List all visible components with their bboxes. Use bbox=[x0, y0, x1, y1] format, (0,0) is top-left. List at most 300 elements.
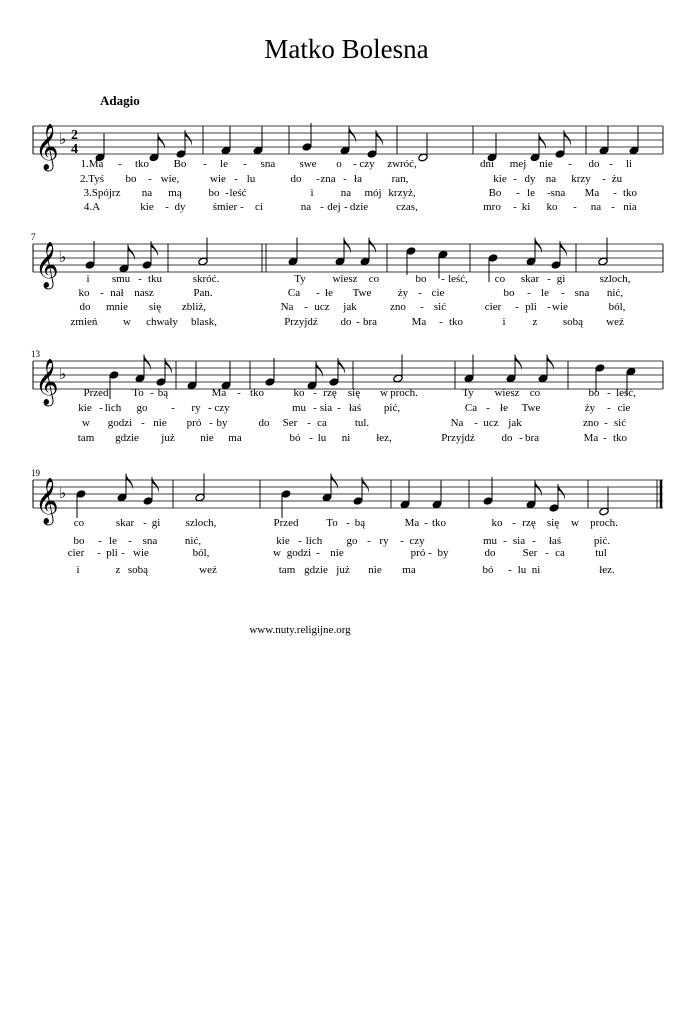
lyric-syllable: - bbox=[225, 187, 229, 199]
lyric-syllable: - bbox=[474, 417, 478, 429]
lyric-syllable: Ca bbox=[287, 287, 301, 299]
lyric-syllable: - bbox=[148, 173, 152, 185]
lyric-syllable: - bbox=[209, 417, 213, 429]
lyric-syllable: Ty bbox=[294, 273, 306, 285]
lyric-syllable: - bbox=[367, 535, 371, 547]
lyric-syllable: - bbox=[138, 273, 142, 285]
lyric-syllable: Ma bbox=[211, 387, 227, 399]
lyric-syllable: smu bbox=[111, 273, 131, 285]
lyric-syllable: ucz bbox=[483, 417, 499, 429]
lyric-syllable: proch. bbox=[390, 387, 418, 399]
lyric-syllable: leść bbox=[229, 187, 247, 199]
lyric-syllable: - bbox=[573, 201, 577, 213]
lyric-syllable: do bbox=[588, 158, 600, 170]
lyric-syllable: - bbox=[356, 316, 360, 328]
lyric-syllable: do bbox=[340, 316, 352, 328]
lyric-syllable: cie bbox=[617, 402, 631, 414]
eighth-note bbox=[117, 474, 133, 502]
lyric-syllable: - bbox=[304, 301, 308, 313]
lyric-syllable: wiesz bbox=[494, 387, 520, 399]
lyric-syllable: - bbox=[313, 387, 317, 399]
lyric-syllable: pli bbox=[525, 301, 537, 313]
lyric-syllable: sić bbox=[613, 417, 627, 429]
lyric-syllable: w bbox=[273, 547, 281, 559]
lyric-syllable: nić, bbox=[606, 287, 624, 299]
lyric-syllable: łaś bbox=[548, 535, 562, 547]
lyric-syllable: leść, bbox=[616, 387, 636, 399]
treble-clef-icon: 𝄞 bbox=[35, 242, 59, 288]
lyric-syllable: proch. bbox=[590, 517, 618, 529]
lyric-syllable: lu bbox=[246, 173, 256, 185]
lyric-syllable: gdzie bbox=[304, 564, 328, 576]
lyric-syllable: nie bbox=[368, 564, 382, 576]
lyric-syllable: dni bbox=[479, 158, 495, 170]
staff-system bbox=[0, 462, 693, 582]
lyric-syllable: nie bbox=[330, 547, 344, 559]
measure-number: 7 bbox=[31, 232, 36, 242]
lyric-syllable: bo bbox=[415, 273, 427, 285]
lyric-syllable: - bbox=[441, 273, 445, 285]
lyric-syllable: le bbox=[220, 158, 228, 170]
lyric-syllable: ki bbox=[521, 201, 531, 213]
lyric-syllable: - bbox=[516, 187, 520, 199]
lyric-syllable: ko bbox=[546, 201, 558, 213]
lyric-syllable: lich bbox=[104, 402, 122, 414]
lyric-syllable: wie bbox=[133, 547, 149, 559]
half-note bbox=[195, 474, 205, 502]
lyric-syllable: To bbox=[132, 387, 144, 399]
lyric-syllable: 1.Ma bbox=[80, 158, 104, 170]
quarter-note bbox=[288, 238, 298, 266]
lyric-syllable: ca bbox=[317, 417, 327, 429]
lyric-syllable: - bbox=[171, 402, 175, 414]
lyric-syllable: - bbox=[513, 201, 517, 213]
eighth-note bbox=[506, 355, 522, 383]
lyric-syllable: tko bbox=[134, 158, 150, 170]
eighth-note bbox=[340, 127, 356, 155]
quarter-note bbox=[483, 477, 493, 505]
treble-clef-icon: 𝄞 bbox=[35, 359, 59, 405]
lyric-syllable: na bbox=[300, 201, 312, 213]
lyric-syllable: tam bbox=[278, 564, 296, 576]
eighth-note bbox=[360, 238, 376, 266]
lyric-syllable: tul bbox=[595, 547, 607, 559]
lyric-syllable: rzę bbox=[522, 517, 536, 529]
lyric-syllable: bó bbox=[482, 564, 494, 576]
lyric-syllable: mu bbox=[482, 535, 498, 547]
lyric-syllable: na bbox=[340, 187, 352, 199]
lyric-syllable: Przed bbox=[83, 387, 109, 399]
lyric-syllable: i bbox=[310, 187, 314, 199]
lyric-syllable: - bbox=[313, 402, 317, 414]
lyric-syllable: sić bbox=[433, 301, 447, 313]
lyric-syllable: Na bbox=[450, 417, 464, 429]
lyric-syllable: - bbox=[568, 158, 572, 170]
lyric-syllable: mą bbox=[168, 187, 182, 199]
lyric-syllable: - bbox=[611, 201, 615, 213]
lyric-syllable: tam bbox=[77, 432, 95, 444]
lyric-syllable: ucz bbox=[314, 301, 330, 313]
lyric-syllable: - bbox=[309, 432, 313, 444]
lyric-syllable: cie bbox=[431, 287, 445, 299]
measure-number: 13 bbox=[31, 349, 40, 359]
measure-number: 19 bbox=[31, 468, 40, 478]
lyric-syllable: i bbox=[502, 316, 506, 328]
lyric-syllable: ma bbox=[228, 432, 242, 444]
lyric-syllable: - bbox=[547, 187, 551, 199]
lyric-syllable: - bbox=[99, 402, 103, 414]
lyric-syllable: już bbox=[161, 432, 175, 444]
quarter-note bbox=[281, 490, 291, 518]
lyric-syllable: - bbox=[439, 316, 443, 328]
lyric-syllable: czas, bbox=[396, 201, 418, 213]
lyric-syllable: - bbox=[344, 201, 348, 213]
lyric-syllable: ży bbox=[397, 287, 409, 299]
lyric-syllable: gi bbox=[151, 517, 161, 529]
lyric-syllable: - bbox=[603, 432, 607, 444]
lyric-syllable: na bbox=[590, 201, 602, 213]
lyric-syllable: - bbox=[418, 287, 422, 299]
lyric-syllable: mej bbox=[509, 158, 527, 170]
lyric-syllable: jak bbox=[343, 301, 357, 313]
lyric-syllable: Twe bbox=[352, 287, 372, 299]
eighth-note bbox=[135, 355, 151, 383]
lyric-syllable: sna bbox=[574, 287, 590, 299]
quarter-note bbox=[221, 127, 231, 155]
lyric-syllable: ko bbox=[78, 287, 90, 299]
lyric-syllable: - bbox=[320, 201, 324, 213]
quarter-note bbox=[265, 358, 275, 386]
lyric-syllable: Przyjdź bbox=[284, 316, 318, 328]
quarter-note bbox=[599, 127, 609, 155]
lyric-syllable: - bbox=[234, 173, 238, 185]
lyric-syllable: zno bbox=[583, 417, 599, 429]
lyric-syllable: czy bbox=[409, 535, 425, 547]
half-note bbox=[599, 488, 609, 516]
lyric-syllable: bo bbox=[73, 535, 85, 547]
lyric-syllable: blask, bbox=[191, 316, 217, 328]
time-signature-top: 2 bbox=[71, 128, 78, 143]
lyric-syllable: bo bbox=[125, 173, 137, 185]
lyric-syllable: do bbox=[258, 417, 270, 429]
lyric-syllable: kie bbox=[493, 173, 507, 185]
lyric-syllable: ból, bbox=[608, 301, 626, 313]
lyric-syllable: nia bbox=[623, 201, 637, 213]
lyric-syllable: rzę bbox=[323, 387, 337, 399]
lyric-syllable: dy bbox=[524, 173, 536, 185]
lyric-syllable: czy bbox=[359, 158, 375, 170]
lyric-syllable: zmień bbox=[70, 316, 98, 328]
lyric-syllable: sobą bbox=[562, 316, 584, 328]
quarter-note bbox=[253, 127, 263, 155]
lyric-syllable: nie bbox=[153, 417, 167, 429]
lyric-syllable: tul. bbox=[354, 417, 370, 429]
eighth-note bbox=[119, 245, 135, 273]
lyric-syllable: Przyjdź bbox=[441, 432, 475, 444]
lyric-syllable: się bbox=[347, 387, 361, 399]
lyric-syllable: już bbox=[336, 564, 350, 576]
lyric-syllable: - bbox=[298, 535, 302, 547]
lyric-syllable: łe bbox=[500, 402, 508, 414]
lyric-syllable: - bbox=[532, 535, 536, 547]
lyric-syllable: Ca bbox=[464, 402, 478, 414]
lyric-syllable: - bbox=[346, 517, 350, 529]
lyric-syllable: - bbox=[547, 301, 551, 313]
lyric-syllable: do bbox=[290, 173, 302, 185]
lyric-syllable: - bbox=[128, 535, 132, 547]
tempo-marking: Adagio bbox=[100, 93, 140, 108]
key-signature-flat-icon: ♭ bbox=[59, 365, 67, 383]
quarter-note bbox=[109, 371, 119, 399]
lyric-syllable: pić, bbox=[383, 402, 401, 414]
lyric-syllable: - bbox=[513, 173, 517, 185]
lyric-syllable: i bbox=[76, 564, 80, 576]
lyric-syllable: - bbox=[121, 547, 125, 559]
lyric-syllable: nał bbox=[110, 287, 124, 299]
lyric-syllable: skróć. bbox=[192, 273, 220, 285]
lyric-syllable: bą bbox=[354, 517, 366, 529]
lyric-syllable: - bbox=[240, 201, 244, 213]
lyric-syllable: w bbox=[571, 517, 579, 529]
quarter-note bbox=[221, 362, 231, 390]
lyric-syllable: chwały bbox=[146, 316, 178, 328]
lyric-syllable: Ma bbox=[404, 517, 420, 529]
lyric-syllable: Na bbox=[280, 301, 294, 313]
key-signature-flat-icon: ♭ bbox=[59, 248, 67, 266]
lyric-syllable: ci bbox=[255, 201, 263, 213]
lyric-syllable: ni bbox=[341, 432, 351, 444]
lyric-syllable: tko bbox=[249, 387, 265, 399]
lyric-syllable: - bbox=[547, 273, 551, 285]
time-signature-bottom: 4 bbox=[71, 142, 78, 157]
lyric-syllable: To bbox=[326, 517, 338, 529]
lyric-syllable: na bbox=[545, 173, 557, 185]
lyric-syllable: lich bbox=[305, 535, 323, 547]
lyric-syllable: 4.A bbox=[83, 201, 101, 213]
lyric-syllable: - bbox=[316, 173, 320, 185]
lyric-syllable: leść, bbox=[448, 273, 468, 285]
eighth-note bbox=[307, 362, 323, 390]
lyric-syllable: kie bbox=[140, 201, 154, 213]
lyric-syllable: weź bbox=[606, 316, 624, 328]
lyric-syllable: bó bbox=[289, 432, 301, 444]
lyric-syllable: - bbox=[613, 187, 617, 199]
lyric-syllable: nie bbox=[200, 432, 214, 444]
lyric-syllable: godzi bbox=[286, 547, 312, 559]
lyric-syllable: Przed bbox=[273, 517, 299, 529]
lyric-syllable: - bbox=[561, 287, 565, 299]
lyric-syllable: i bbox=[86, 273, 90, 285]
lyric-syllable: - bbox=[243, 158, 247, 170]
lyric-syllable: ry bbox=[191, 402, 201, 414]
lyric-syllable: ból, bbox=[192, 547, 210, 559]
lyric-syllable: do bbox=[484, 547, 496, 559]
lyric-syllable: krzy bbox=[571, 173, 591, 185]
lyric-syllable: co bbox=[494, 273, 506, 285]
lyric-syllable: szloch, bbox=[599, 273, 631, 285]
lyric-syllable: nić, bbox=[184, 535, 202, 547]
lyric-syllable: dej bbox=[327, 201, 341, 213]
staff-system bbox=[0, 343, 693, 463]
lyric-syllable: się bbox=[546, 517, 560, 529]
quarter-note bbox=[187, 362, 197, 390]
half-note bbox=[418, 134, 428, 162]
lyric-syllable: zwróć, bbox=[387, 158, 417, 170]
lyric-syllable: - bbox=[508, 564, 512, 576]
lyric-syllable: dzie bbox=[349, 201, 369, 213]
lyric-syllable: - bbox=[307, 417, 311, 429]
lyric-syllable: sobą bbox=[127, 564, 149, 576]
lyric-syllable: krzyż, bbox=[388, 187, 416, 199]
lyric-syllable: sia bbox=[319, 402, 333, 414]
lyric-syllable: bą bbox=[157, 387, 169, 399]
lyric-syllable: cier bbox=[484, 301, 502, 313]
eighth-note bbox=[538, 355, 554, 383]
quarter-note bbox=[85, 241, 95, 269]
lyric-syllable: bo bbox=[503, 287, 515, 299]
lyric-syllable: jak bbox=[508, 417, 522, 429]
lyric-syllable: śmier bbox=[212, 201, 238, 213]
lyric-syllable: ży bbox=[584, 402, 596, 414]
lyric-syllable: nie bbox=[539, 158, 553, 170]
key-signature-flat-icon: ♭ bbox=[59, 484, 67, 502]
lyric-syllable: weź bbox=[199, 564, 217, 576]
quarter-note bbox=[400, 481, 410, 509]
lyric-syllable: Bo bbox=[488, 187, 502, 199]
lyric-syllable: - bbox=[545, 547, 549, 559]
footer-url: www.nuty.religijne.org bbox=[249, 624, 351, 636]
lyric-syllable: się bbox=[148, 301, 162, 313]
lyric-syllable: łez. bbox=[599, 564, 615, 576]
eighth-note bbox=[149, 134, 165, 162]
lyric-syllable: Ma bbox=[583, 432, 599, 444]
lyric-syllable: o bbox=[336, 158, 342, 170]
lyric-syllable: ca bbox=[555, 547, 565, 559]
lyric-syllable: mro bbox=[483, 201, 501, 213]
lyric-syllable: ni bbox=[531, 564, 541, 576]
lyric-syllable: ko bbox=[491, 517, 503, 529]
lyric-syllable: skar bbox=[520, 273, 540, 285]
lyric-syllable: lu bbox=[317, 432, 327, 444]
lyric-syllable: pli bbox=[106, 547, 118, 559]
lyric-syllable: co bbox=[73, 517, 85, 529]
lyric-syllable: by bbox=[437, 547, 449, 559]
lyric-syllable: zna bbox=[320, 173, 336, 185]
lyric-syllable: swe bbox=[299, 158, 317, 170]
lyric-syllable: 2.Tyś bbox=[80, 173, 104, 185]
eighth-note bbox=[526, 238, 542, 266]
lyric-syllable: w bbox=[82, 417, 90, 429]
lyric-syllable: Ser bbox=[282, 417, 298, 429]
lyric-syllable: - bbox=[316, 547, 320, 559]
lyric-syllable: wie, bbox=[160, 173, 180, 185]
lyric-syllable: - bbox=[486, 402, 490, 414]
lyric-syllable: Ma bbox=[411, 316, 427, 328]
lyric-syllable: Twe bbox=[521, 402, 541, 414]
lyric-syllable: bra bbox=[524, 432, 540, 444]
lyric-syllable: le bbox=[541, 287, 549, 299]
lyric-syllable: Ma bbox=[584, 187, 600, 199]
lyric-syllable: - bbox=[141, 417, 145, 429]
lyric-syllable: dy bbox=[174, 201, 186, 213]
lyric-syllable: - bbox=[97, 547, 101, 559]
lyric-syllable: lu bbox=[517, 564, 527, 576]
lyric-syllable: - bbox=[604, 417, 608, 429]
lyric-syllable: nasz bbox=[134, 287, 154, 299]
lyric-syllable: zbliż, bbox=[181, 301, 207, 313]
lyric-syllable: wiesz bbox=[332, 273, 358, 285]
lyric-syllable: tko bbox=[431, 517, 447, 529]
lyric-syllable: tku bbox=[147, 273, 163, 285]
lyric-syllable: - bbox=[353, 158, 357, 170]
lyric-syllable: - bbox=[607, 402, 611, 414]
lyric-syllable: łe bbox=[325, 287, 333, 299]
lyric-syllable: - bbox=[519, 432, 523, 444]
lyric-syllable: mój bbox=[364, 187, 382, 199]
lyric-syllable: - bbox=[607, 387, 611, 399]
lyric-syllable: na bbox=[141, 187, 153, 199]
lyric-syllable: sna bbox=[260, 158, 276, 170]
lyric-syllable: - bbox=[98, 535, 102, 547]
lyric-syllable: mnie bbox=[106, 301, 128, 313]
lyric-syllable: szloch, bbox=[185, 517, 217, 529]
lyric-syllable: 3.Spójrz bbox=[83, 187, 121, 199]
lyric-syllable: pić. bbox=[593, 535, 611, 547]
lyric-syllable: - bbox=[237, 387, 241, 399]
lyric-syllable: bo bbox=[588, 387, 600, 399]
lyric-syllable: gi bbox=[556, 273, 566, 285]
lyric-syllable: sna bbox=[550, 187, 566, 199]
lyric-syllable: - bbox=[337, 402, 341, 414]
lyric-syllable: - bbox=[420, 301, 424, 313]
staff-system bbox=[0, 108, 693, 228]
lyric-syllable: le bbox=[109, 535, 117, 547]
lyric-syllable: do bbox=[501, 432, 513, 444]
lyric-syllable: gdzie bbox=[115, 432, 139, 444]
lyric-syllable: bo bbox=[208, 187, 220, 199]
lyric-syllable: kie bbox=[276, 535, 290, 547]
lyric-syllable: z bbox=[115, 564, 121, 576]
lyric-syllable: co bbox=[368, 273, 380, 285]
lyric-syllable: Pan. bbox=[193, 287, 213, 299]
quarter-note bbox=[432, 481, 442, 509]
lyric-syllable: le bbox=[527, 187, 535, 199]
lyric-syllable: sia bbox=[512, 535, 526, 547]
lyric-syllable: - bbox=[165, 201, 169, 213]
quarter-note bbox=[76, 490, 86, 518]
treble-clef-icon: 𝄞 bbox=[35, 478, 59, 524]
lyric-syllable: - bbox=[527, 287, 531, 299]
lyric-syllable: bra bbox=[362, 316, 378, 328]
lyric-syllable: - bbox=[428, 547, 432, 559]
lyric-syllable: - bbox=[343, 173, 347, 185]
lyric-syllable: godzi bbox=[107, 417, 133, 429]
lyric-syllable: - bbox=[143, 517, 147, 529]
treble-clef-icon: 𝄞 bbox=[35, 124, 59, 170]
half-note bbox=[198, 238, 208, 266]
lyric-syllable: go bbox=[346, 535, 358, 547]
lyric-syllable: Bo bbox=[173, 158, 187, 170]
lyric-syllable: - bbox=[609, 158, 613, 170]
lyric-syllable: ła bbox=[354, 173, 362, 185]
lyric-syllable: sna bbox=[142, 535, 158, 547]
lyric-syllable: - bbox=[150, 387, 154, 399]
lyric-syllable: w bbox=[123, 316, 131, 328]
lyric-syllable: Ser bbox=[522, 547, 538, 559]
eighth-note bbox=[526, 481, 542, 509]
half-note bbox=[598, 238, 608, 266]
lyric-syllable: do bbox=[79, 301, 91, 313]
